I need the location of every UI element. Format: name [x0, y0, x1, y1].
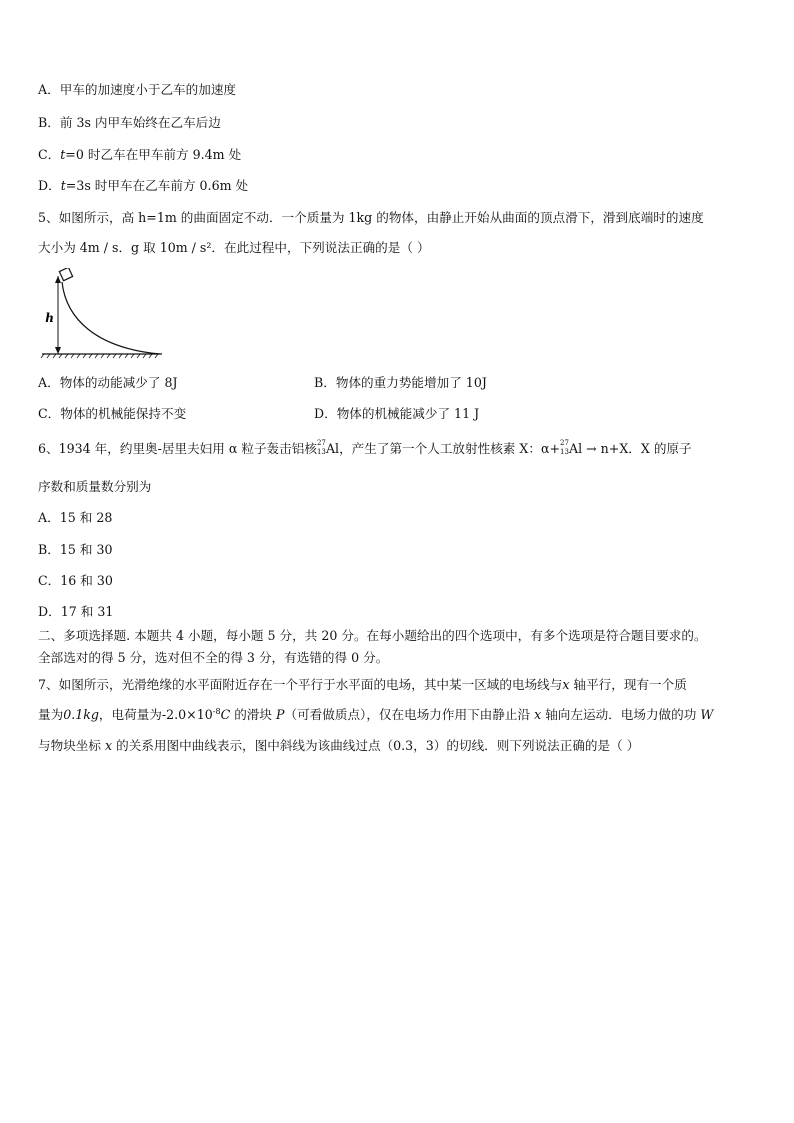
q5-option-a: A．物体的动能减少了 8J: [38, 375, 178, 390]
q6-option-c: C．16 和 30: [38, 573, 113, 588]
q6-stem-line1: 6、1934 年，约里奥-居里夫妇用 α 粒子轰击铝核 27 13 Al，产生了第一个人工放射性核素 X：α+ 27 13 Al → n+X．X 的原子: [38, 439, 692, 456]
q6-option-d: D．17 和 31: [38, 604, 114, 619]
section2-instructions-line1: 二、多项选择题. 本题共 4 小题，每小题 5 分，共 20 分。在每小题给出的四个选项中，有多个选项是符合题目要求的。: [38, 628, 707, 643]
q4-option-c: C．t=0 时乙车在甲车前方 9.4m 处: [38, 147, 242, 162]
q5-option-b: B．物体的重力势能增加了 10J: [314, 375, 487, 390]
curved-track: [62, 282, 160, 354]
q4-option-a: A．甲车的加速度小于乙车的加速度: [38, 82, 237, 97]
q5-option-c: C．物体的机械能保持不变: [38, 406, 187, 421]
q4-option-d: D．t=3s 时甲车在乙车前方 0.6m 处: [38, 178, 249, 193]
section2-instructions-line2: 全部选对的得 5 分，选对但不全的得 3 分，有选错的得 0 分。: [38, 650, 389, 665]
q5-stem-line1: 5、如图所示，高 h=1m 的曲面固定不动．一个质量为 1kg 的物体，由静止开始从曲面的顶点滑下，滑到底端时的速度: [38, 210, 704, 225]
aluminum-nucleus: 27 13 Al: [316, 439, 340, 456]
q7-stem-line2: 量为0.1kg，电荷量为$-2.0\times 10^{-8}C$ 的滑块 P（可看做质点），仅在电场力作用下由静止沿 x 轴向左运动．电场力做的功 W: [38, 706, 714, 722]
q5-curved-slope-figure: [40, 268, 170, 363]
aluminum-nucleus-equation: 27 13 Al: [560, 439, 583, 456]
q4-option-b: B．前 3s 内甲车始终在乙车后边: [38, 115, 221, 130]
height-arrow-up: [55, 276, 61, 283]
q6-stem-line2: 序数和质量数分别为: [38, 479, 152, 494]
height-arrow-down: [55, 347, 61, 354]
q7-stem-line3: 与物块坐标 x 的关系用图中曲线表示，图中斜线为该曲线过点（0.3，3）的切线．则下列说法正确的是（ ）: [38, 738, 640, 753]
q5-option-d: D．物体的机械能减少了 11 J: [314, 406, 480, 421]
q6-option-b: B．15 和 30: [38, 542, 113, 557]
q5-stem-line2: 大小为 4m / s．g 取 10m / s²．在此过程中，下列说法正确的是（ ）: [38, 240, 430, 255]
ground-hatching: [41, 354, 158, 358]
q7-stem-line1: 7、如图所示，光滑绝缘的水平面附近存在一个平行于水平面的电场，其中某一区域的电场线与x 轴平行，现有一个质: [38, 677, 687, 692]
height-label: h: [45, 311, 54, 325]
q6-option-a: A．15 和 28: [38, 510, 113, 525]
block: [59, 268, 72, 281]
